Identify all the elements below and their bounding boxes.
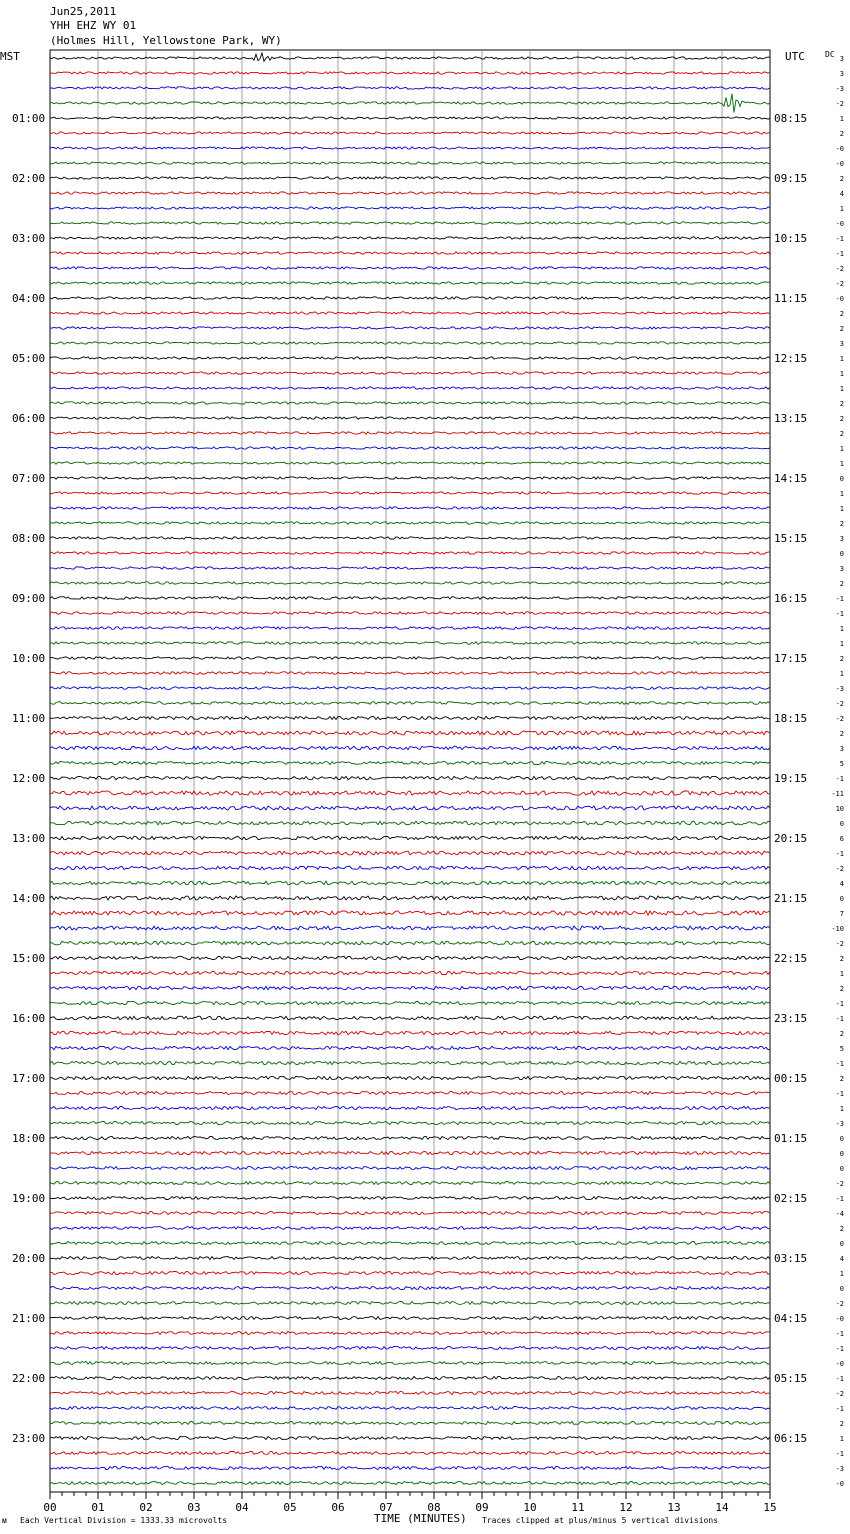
- seismic-trace: [50, 746, 770, 750]
- dc-offset-value: 1: [839, 490, 844, 498]
- seismic-trace: [50, 1121, 770, 1124]
- x-tick-label: 13: [667, 1501, 681, 1514]
- seismic-trace: [50, 1106, 770, 1109]
- seismic-trace: [50, 132, 770, 134]
- right-hour-label: 08:15: [774, 112, 808, 125]
- right-hour-label: 02:15: [774, 1192, 808, 1205]
- seismic-trace: [50, 896, 770, 900]
- seismic-trace: [50, 94, 770, 113]
- seismic-trace: [50, 522, 770, 524]
- right-hour-label: 10:15: [774, 232, 808, 245]
- seismic-trace: [50, 926, 770, 930]
- dc-offset-value: 0: [839, 820, 844, 828]
- x-tick-label: 00: [43, 1501, 57, 1514]
- dc-offset-value: -0: [835, 145, 844, 153]
- dc-offset-value: -2: [835, 100, 844, 108]
- right-hour-label: 16:15: [774, 592, 808, 605]
- dc-offset-value: 2: [839, 325, 844, 333]
- dc-offset-value: -10: [831, 925, 844, 933]
- right-hour-label: 09:15: [774, 172, 808, 185]
- x-tick-label: 04: [235, 1501, 249, 1514]
- left-hour-label: 01:00: [12, 112, 46, 125]
- left-hour-label: 04:00: [12, 292, 46, 305]
- seismic-trace: [50, 1136, 770, 1139]
- seismic-trace: [50, 462, 770, 464]
- dc-offset-value: 1: [839, 115, 844, 123]
- seismic-trace: [50, 402, 770, 404]
- dc-offset-value: 1: [839, 505, 844, 513]
- dc-offset-value: -1: [835, 1195, 844, 1203]
- right-hour-label: 22:15: [774, 952, 808, 965]
- dc-offset-value: 1: [839, 370, 844, 378]
- dc-offset-value: 5: [839, 760, 844, 768]
- dc-offset-value: -2: [835, 1300, 844, 1308]
- time-axis: [43, 1492, 776, 1514]
- seismic-trace: [50, 1317, 770, 1320]
- dc-offset-value: 5: [839, 1045, 844, 1053]
- dc-offset-value: 3: [839, 70, 844, 78]
- seismic-trace: [50, 1302, 770, 1305]
- right-hour-label: 23:15: [774, 1012, 808, 1025]
- right-time-zone-label: UTC: [785, 50, 805, 63]
- seismic-trace: [50, 986, 770, 989]
- dc-offset-value: -1: [835, 1090, 844, 1098]
- dc-offset-value: -1: [835, 610, 844, 618]
- seismic-trace: [50, 1437, 770, 1440]
- dc-offset-value: -1: [835, 775, 844, 783]
- right-hour-label: 01:15: [774, 1132, 808, 1145]
- dc-offset-value: 2: [839, 730, 844, 738]
- x-tick-label: 11: [571, 1501, 585, 1514]
- dc-offset-value: -1: [835, 1060, 844, 1068]
- dc-offset-value: -11: [831, 790, 844, 798]
- dc-offset-value: 2: [839, 400, 844, 408]
- right-hour-label: 18:15: [774, 712, 808, 725]
- dc-offset-value: -1: [835, 595, 844, 603]
- dc-offset-value: 1: [839, 385, 844, 393]
- seismic-trace: [50, 342, 770, 344]
- dc-offset-value: 2: [839, 985, 844, 993]
- seismic-trace: [50, 806, 770, 810]
- x-tick-label: 02: [139, 1501, 153, 1514]
- dc-offset-value: 2: [839, 1225, 844, 1233]
- seismic-trace: [50, 971, 770, 974]
- dc-offset-value: 2: [839, 955, 844, 963]
- seismic-trace: [50, 1452, 770, 1455]
- dc-offset-value: -0: [835, 220, 844, 228]
- left-hour-label: 09:00: [12, 592, 46, 605]
- right-hour-label: 17:15: [774, 652, 808, 665]
- seismic-trace: [50, 432, 770, 434]
- right-hour-label: 19:15: [774, 772, 808, 785]
- left-hour-label: 16:00: [12, 1012, 46, 1025]
- dc-offset-value: -0: [835, 1360, 844, 1368]
- x-tick-label: 12: [619, 1501, 633, 1514]
- right-hour-label: 03:15: [774, 1252, 808, 1265]
- dc-offset-value: 0: [839, 1165, 844, 1173]
- left-hour-label: 08:00: [12, 532, 46, 545]
- seismic-trace: [50, 1332, 770, 1335]
- dc-offset-value: -0: [835, 160, 844, 168]
- left-hour-label: 22:00: [12, 1372, 46, 1385]
- dc-offset-value: 4: [839, 1255, 844, 1263]
- seismic-trace: [50, 117, 770, 119]
- dc-offset-value: 4: [839, 190, 844, 198]
- dc-offset-value: 1: [839, 1105, 844, 1113]
- left-hour-label: 20:00: [12, 1252, 46, 1265]
- left-time-zone-label: MST: [0, 50, 20, 63]
- dc-offset-label: DC: [825, 50, 835, 59]
- seismic-trace: [50, 177, 770, 179]
- seismic-trace: [50, 612, 770, 615]
- seismic-trace: [50, 1227, 770, 1230]
- dc-offset-value: 3: [839, 565, 844, 573]
- dc-offset-value: -3: [835, 685, 844, 693]
- seismic-trace: [50, 1362, 770, 1365]
- seismic-trace: [50, 821, 770, 825]
- seismic-trace: [50, 1377, 770, 1380]
- seismic-trace: [50, 672, 770, 675]
- dc-offset-value: -2: [835, 265, 844, 273]
- dc-offset-value: 1: [839, 355, 844, 363]
- dc-offset-value: -1: [835, 1450, 844, 1458]
- seismic-trace: [50, 866, 770, 870]
- left-hour-label: 18:00: [12, 1132, 46, 1145]
- dc-offset-value: -0: [835, 295, 844, 303]
- left-hour-label: 13:00: [12, 832, 46, 845]
- seismic-trace: [50, 702, 770, 705]
- seismic-trace: [50, 1212, 770, 1215]
- seismic-trace: [50, 851, 770, 855]
- left-hour-label: 11:00: [12, 712, 46, 725]
- seismic-trace: [50, 87, 770, 89]
- seismic-trace: [50, 1001, 770, 1004]
- seismic-trace: [50, 776, 770, 779]
- seismic-trace: [50, 761, 770, 764]
- seismic-trace: [50, 941, 770, 945]
- seismic-trace: [50, 1151, 770, 1154]
- station-location: (Holmes Hill, Yellowstone Park, WY): [50, 34, 282, 47]
- dc-offset-value: 1: [839, 445, 844, 453]
- seismic-trace: [50, 192, 770, 194]
- dc-offset-value: -0: [835, 1480, 844, 1488]
- dc-offset-value: 2: [839, 130, 844, 138]
- x-tick-label: 14: [715, 1501, 729, 1514]
- seismic-trace: [50, 537, 770, 539]
- dc-offset-value: -2: [835, 1180, 844, 1188]
- seismic-trace: [50, 1467, 770, 1470]
- seismic-trace: [50, 1287, 770, 1290]
- dc-offset-value: -3: [835, 1120, 844, 1128]
- dc-offset-value: -2: [835, 1390, 844, 1398]
- left-hour-label: 23:00: [12, 1432, 46, 1445]
- dc-offset-value: 2: [839, 580, 844, 588]
- dc-offset-value: -1: [835, 1015, 844, 1023]
- dc-offset-value: 2: [839, 1075, 844, 1083]
- seismic-trace: [50, 627, 770, 630]
- seismic-trace: [50, 267, 770, 269]
- dc-offset-value: -2: [835, 280, 844, 288]
- station-code: YHH EHZ WY 01: [50, 19, 137, 32]
- plot-date: Jun25,2011: [50, 5, 117, 18]
- seismic-trace: [50, 1016, 770, 1020]
- seismic-trace: [50, 1031, 770, 1034]
- dc-offset-value: -1: [835, 1405, 844, 1413]
- dc-offset-value: -3: [835, 1465, 844, 1473]
- dc-offset-value: 6: [839, 835, 844, 843]
- left-hour-label: 07:00: [12, 472, 46, 485]
- dc-offset-value: 7: [839, 910, 844, 918]
- right-hour-label: 12:15: [774, 352, 808, 365]
- left-hour-label: 14:00: [12, 892, 46, 905]
- left-hour-label: 15:00: [12, 952, 46, 965]
- seismic-trace: [50, 1392, 770, 1395]
- right-hour-label: 05:15: [774, 1372, 808, 1385]
- seismic-trace: [50, 492, 770, 494]
- seismic-trace: [50, 836, 770, 839]
- dc-offset-value: -1: [835, 1375, 844, 1383]
- dc-offset-value: 1: [839, 1435, 844, 1443]
- left-hour-label: 19:00: [12, 1192, 46, 1205]
- left-hour-label: 17:00: [12, 1072, 46, 1085]
- scale-mark-icon: ᴍ: [2, 1516, 7, 1525]
- dc-offset-value: 4: [839, 880, 844, 888]
- dc-offset-value: 1: [839, 670, 844, 678]
- seismic-trace: [50, 327, 770, 329]
- dc-offset-value: 2: [839, 310, 844, 318]
- seismic-trace: [50, 312, 770, 314]
- dc-offset-value: -4: [835, 1210, 844, 1218]
- dc-offset-value: 0: [839, 1240, 844, 1248]
- x-tick-label: 08: [427, 1501, 441, 1514]
- dc-offset-value: 0: [839, 550, 844, 558]
- dc-offset-value: 10: [835, 805, 844, 813]
- seismic-trace: [50, 911, 770, 915]
- dc-offset-value: 2: [839, 430, 844, 438]
- dc-offset-value: 0: [839, 1135, 844, 1143]
- right-hour-label: 21:15: [774, 892, 808, 905]
- seismic-trace: [50, 252, 770, 254]
- right-hour-label: 06:15: [774, 1432, 808, 1445]
- seismic-trace: [50, 1422, 770, 1425]
- dc-offset-value: 1: [839, 205, 844, 213]
- seismic-trace: [50, 552, 770, 554]
- left-hour-label: 10:00: [12, 652, 46, 665]
- seismic-trace: [50, 72, 770, 74]
- plot-grid: [50, 50, 770, 1492]
- right-hour-label: 20:15: [774, 832, 808, 845]
- dc-offset-value: -1: [835, 1330, 844, 1338]
- seismic-trace: [50, 642, 770, 645]
- seismic-trace: [50, 657, 770, 660]
- seismic-trace: [50, 1046, 770, 1049]
- dc-offset-value: 3: [839, 340, 844, 348]
- seismic-trace: [50, 1272, 770, 1275]
- dc-offset-value: 2: [839, 1420, 844, 1428]
- dc-offset-value: 1: [839, 625, 844, 633]
- seismic-trace: [50, 1167, 770, 1170]
- seismic-trace: [50, 1242, 770, 1245]
- seismic-trace: [50, 53, 770, 61]
- seismic-trace: [50, 282, 770, 284]
- seismic-trace: [50, 222, 770, 224]
- right-hour-label: 15:15: [774, 532, 808, 545]
- dc-offset-value: -3: [835, 85, 844, 93]
- x-tick-label: 01: [91, 1501, 105, 1514]
- seismic-traces: [50, 53, 770, 1485]
- dc-offset-value: 2: [839, 520, 844, 528]
- right-hour-label: 11:15: [774, 292, 808, 305]
- dc-offset-value: -1: [835, 250, 844, 258]
- seismic-trace: [50, 956, 770, 959]
- seismic-trace: [50, 1407, 770, 1410]
- dc-offset-value: 2: [839, 655, 844, 663]
- x-tick-label: 10: [523, 1501, 537, 1514]
- left-hour-label: 06:00: [12, 412, 46, 425]
- x-tick-label: 15: [763, 1501, 777, 1514]
- dc-offset-value: -0: [835, 1315, 844, 1323]
- dc-offset-value: 0: [839, 1150, 844, 1158]
- left-hour-label: 03:00: [12, 232, 46, 245]
- dc-offset-value: 1: [839, 460, 844, 468]
- x-tick-label: 06: [331, 1501, 345, 1514]
- seismic-trace: [50, 582, 770, 584]
- seismic-trace: [50, 357, 770, 359]
- seismic-trace: [50, 881, 770, 885]
- seismic-trace: [50, 597, 770, 600]
- seismic-trace: [50, 237, 770, 239]
- dc-offset-value: 2: [839, 175, 844, 183]
- seismic-trace: [50, 507, 770, 509]
- dc-offset-value: -2: [835, 865, 844, 873]
- seismic-trace: [50, 162, 770, 164]
- seismic-trace: [50, 477, 770, 479]
- x-tick-label: 05: [283, 1501, 297, 1514]
- dc-offset-value: 0: [839, 895, 844, 903]
- x-tick-label: 03: [187, 1501, 201, 1514]
- seismic-trace: [50, 207, 770, 209]
- dc-offset-value: 0: [839, 1285, 844, 1293]
- seismic-trace: [50, 1182, 770, 1185]
- x-axis-title: TIME (MINUTES): [374, 1512, 467, 1525]
- dc-offset-value: -2: [835, 700, 844, 708]
- seismic-trace: [50, 1257, 770, 1260]
- dc-offset-value: 0: [839, 475, 844, 483]
- dc-offset-value: 3: [839, 535, 844, 543]
- dc-offset-value: -1: [835, 1000, 844, 1008]
- seismic-trace: [50, 447, 770, 449]
- x-tick-label: 07: [379, 1501, 393, 1514]
- dc-offset-value: -2: [835, 715, 844, 723]
- seismic-trace: [50, 417, 770, 419]
- dc-offset-value: 3: [839, 55, 844, 63]
- seismic-trace: [50, 1197, 770, 1200]
- dc-offset-value: 1: [839, 970, 844, 978]
- seismic-trace: [50, 1347, 770, 1350]
- seismic-trace: [50, 731, 770, 735]
- dc-offset-value: 3: [839, 745, 844, 753]
- dc-offset-value: -2: [835, 940, 844, 948]
- seismic-trace: [50, 147, 770, 149]
- seismic-trace: [50, 1092, 770, 1095]
- plot-frame: [50, 50, 770, 1492]
- seismic-trace: [50, 1061, 770, 1064]
- clip-note: Traces clipped at plus/minus 5 vertical divisions: [482, 1516, 719, 1525]
- seismic-trace: [50, 387, 770, 389]
- right-hour-label: 00:15: [774, 1072, 808, 1085]
- dc-offset-value: 2: [839, 415, 844, 423]
- seismic-trace: [50, 716, 770, 719]
- seismic-trace: [50, 567, 770, 569]
- seismic-trace: [50, 1482, 770, 1485]
- vertical-scale-note: Each Vertical Division = 1333.33 microvolts: [20, 1516, 228, 1525]
- dc-offset-value: 2: [839, 1030, 844, 1038]
- right-hour-label: 14:15: [774, 472, 808, 485]
- right-hour-label: 13:15: [774, 412, 808, 425]
- seismic-trace: [50, 791, 770, 795]
- x-tick-label: 09: [475, 1501, 489, 1514]
- seismic-trace: [50, 687, 770, 690]
- seismic-trace: [50, 1076, 770, 1079]
- dc-offset-value: -1: [835, 235, 844, 243]
- left-hour-label: 05:00: [12, 352, 46, 365]
- right-hour-label: 04:15: [774, 1312, 808, 1325]
- left-hour-label: 02:00: [12, 172, 46, 185]
- seismic-trace: [50, 297, 770, 299]
- dc-offset-value: -1: [835, 1345, 844, 1353]
- seismic-trace: [50, 372, 770, 374]
- left-hour-label: 12:00: [12, 772, 46, 785]
- dc-offset-value: -1: [835, 850, 844, 858]
- dc-offset-value: 1: [839, 640, 844, 648]
- left-hour-label: 21:00: [12, 1312, 46, 1325]
- dc-offset-value: 1: [839, 1270, 844, 1278]
